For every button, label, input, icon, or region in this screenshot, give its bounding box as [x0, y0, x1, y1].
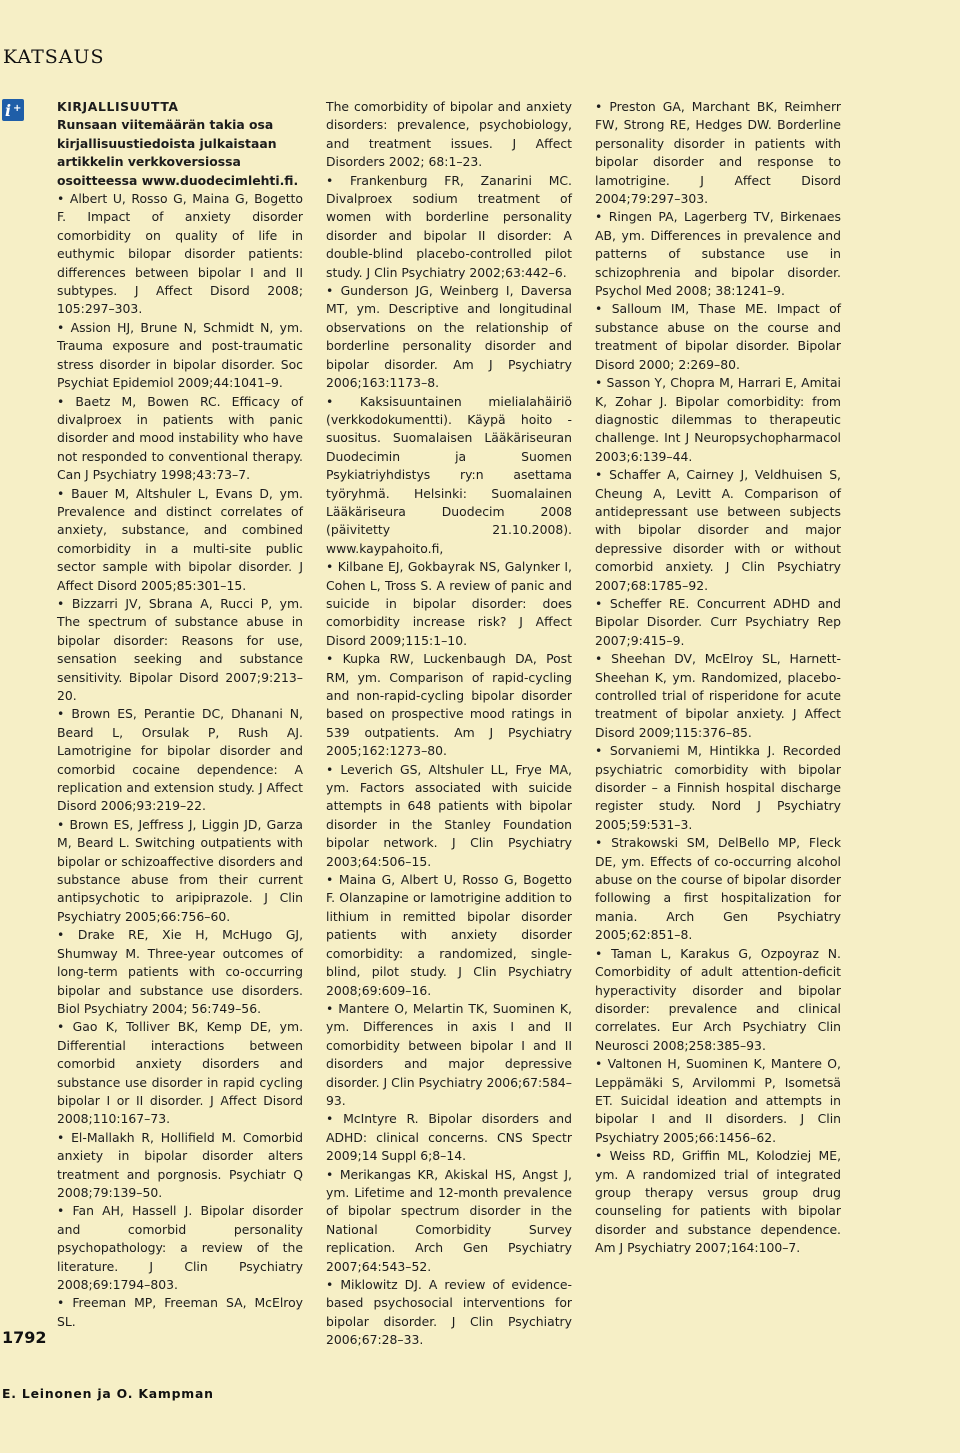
reference-list: [326, 98, 572, 1350]
reference-item: • Bauer M, Altshuler L, Evans D, ym. Prevalence and distinct correlates of anxiety, substance, and combined comorbidity in a multi-site public sector sample with bipolar disorder. J Affect Disord 2005;85:301–15.: [57, 485, 303, 595]
reference-item: • Ringen PA, Lagerberg TV, Birkenaes AB, ym. Differences in prevalence and patterns of substance use in schizophrenia and bipolar disorder. Psychol Med 2008; 38:1241–9.: [595, 208, 841, 300]
reference-item: • Kupka RW, Luckenbaugh DA, Post RM, ym. Comparison of rapid-cycling and non-rapid-cycling bipolar disorder based on prospective mood ratings in 539 outpatients. Am J Psychiatry 2005;162:1273–80.: [326, 650, 572, 760]
references-column-3: [595, 98, 841, 1258]
reference-item: • Baetz M, Bowen RC. Efficacy of divalproex in patients with panic disorder and mood instability who have not responded to conventional therapy. Can J Psychiatry 1998;43:73–7.: [57, 393, 303, 485]
reference-item: • Gunderson JG, Weinberg I, Daversa MT, ym. Descriptive and longitudinal observations on the relationship of borderline personality disorder and bipolar disorder. Am J Psychiatry 2006;163:1173–8.: [326, 282, 572, 392]
reference-item: • Assion HJ, Brune N, Schmidt N, ym. Trauma exposure and post-traumatic stress disorder in bipolar disorder. Soc Psychiat Epidemiol 2009;44:1041–9.: [57, 319, 303, 393]
bibliography-note: Runsaan viitemäärän takia osa kirjallisuustiedoista julkaistaan artikkelin verkkoversiossa osoitteessa www.duodecimlehti.fi.: [57, 117, 299, 188]
reference-item: • Miklowitz DJ. A review of evidence-based psychosocial interventions for bipolar disorder. J Clin Psychiatry 2006;67:28–33.: [326, 1276, 572, 1350]
reference-item: • Brown ES, Perantie DC, Dhanani N, Beard L, Orsulak P, Rush AJ. Lamotrigine for bipolar disorder and comorbid cocaine dependence: A replication and extension study. J Affect Disord 2006;93:219–22.: [57, 705, 303, 815]
reference-item: The comorbidity of bipolar and anxiety disorders: prevalence, psychobiology, and treatment issues. J Affect Disorders 2002; 68:1–23.: [326, 99, 572, 170]
reference-item: • Weiss RD, Griffin ML, Kolodziej ME, ym. A randomized trial of integrated group therapy versus group drug counseling for patients with bipolar disorder and substance dependence. Am J Psychiatry 2007;164:100–7.: [595, 1147, 841, 1257]
reference-item: • Sheehan DV, McElroy SL, Harnett-Sheehan K, ym. Randomized, placebo-controlled trial of risperidone for acute treatment of bipolar anxiety. J Affect Disord 2009;115:376–85.: [595, 650, 841, 742]
section-label: KATSAUS: [3, 46, 105, 68]
reference-item: • Schaffer A, Cairney J, Veldhuisen S, Cheung A, Levitt A. Comparison of antidepressant use between subjects with bipolar disorder and major depressive disorder with or without comorbid anxiety. J Clin Psychiatry 2007;68:1785–92.: [595, 466, 841, 595]
reference-item: • Scheffer RE. Concurrent ADHD and Bipolar Disorder. Curr Psychiatry Rep 2007;9:415–9.: [595, 595, 841, 650]
reference-item: • Leverich GS, Altshuler LL, Frye MA, ym. Factors associated with suicide attempts in 648 patients with bipolar disorder in the Stanley Foundation bipolar network. J Clin Psychiatry 2003;64:506–15.: [326, 761, 572, 871]
reference-item: • Fan AH, Hassell J. Bipolar disorder and comorbid personality psychopathology: a review of the literature. J Clin Psychiatry 2008;69:1794–803.: [57, 1202, 303, 1294]
reference-item: • Kaksisuuntainen mielialahäiriö (verkkodokumentti). Käypä hoito -suositus. Suomalaisen Lääkäriseuran Duodecimin ja Suomen Psykiatriyhdistys ry:n asettama työryhmä. Helsinki: Suomalainen Lääkäriseura Duodecim 2008 (päivitetty 21.10.2008). www.kaypahoito.fi,: [326, 393, 572, 559]
reference-item: • Brown ES, Jeffress J, Liggin JD, Garza M, Beard L. Switching outpatients with bipolar or schizoaffective disorders and substance abuse from their current antipsychotic to aripiprazole. J Clin Psychiatry 2005;66:756–60.: [57, 816, 303, 926]
reference-item: • Freeman MP, Freeman SA, McElroy SL.: [57, 1294, 303, 1331]
article-authors: E. Leinonen ja O. Kampman: [2, 1386, 214, 1401]
reference-item: • Salloum IM, Thase ME. Impact of substance abuse on the course and treatment of bipolar disorder. Bipolar Disord 2000; 2:269–80.: [595, 300, 841, 374]
reference-item: • Kilbane EJ, Gokbayrak NS, Galynker I, Cohen L, Tross S. A review of panic and suicide in bipolar disorder: does comorbidity increase risk? J Affect Disord 2009;115:1–10.: [326, 558, 572, 650]
reference-item: • Bizzarri JV, Sbrana A, Rucci P, ym. The spectrum of substance abuse in bipolar disorder: Reasons for use, sensation seeking and substance sensitivity. Bipolar Disord 2007;9:213–20.: [57, 595, 303, 705]
reference-item: • Merikangas KR, Akiskal HS, Angst J, ym. Lifetime and 12-month prevalence of bipolar spectrum disorder in the National Comorbidity Survey replication. Arch Gen Psychiatry 2007;64:543–52.: [326, 1166, 572, 1276]
reference-item: • Strakowski SM, DelBello MP, Fleck DE, ym. Effects of co-occurring alcohol abuse on the course of bipolar disorder following a first hospitalization for mania. Arch Gen Psychiatry 2005;62:851–8.: [595, 834, 841, 944]
reference-list: [595, 98, 841, 1258]
references-column-1: [57, 98, 303, 1331]
reference-item: • Gao K, Tolliver BK, Kemp DE, ym. Differential interactions between comorbid anxiety disorders and substance use disorder in rapid cycling bipolar I or II disorder. J Affect Disord 2008;110:167–73.: [57, 1018, 303, 1128]
reference-item: • Sasson Y, Chopra M, Harrari E, Amitai K, Zohar J. Bipolar comorbidity: from diagnostic dilemmas to therapeutic challenge. Int J Neuropsychopharmacol 2003;6:139–44.: [595, 374, 841, 466]
svg-text:i: i: [5, 101, 12, 120]
page-number: 1792: [2, 1328, 47, 1347]
reference-item: • McIntyre R. Bipolar disorders and ADHD: clinical concerns. CNS Spectr 2009;14 Suppl 6;8–14.: [326, 1110, 572, 1165]
reference-list: [57, 190, 303, 1331]
reference-item: • Mantere O, Melartin TK, Suominen K, ym. Differences in axis I and II comorbidity between bipolar I and II disorders and major depressive disorder. J Clin Psychiatry 2006;67:584–93.: [326, 1000, 572, 1110]
reference-item: • Albert U, Rosso G, Maina G, Bogetto F. Impact of anxiety disorder comorbidity on quality of life in euthymic bilopar disorder patients: differences between bipolar I and II subtypes. J Affect Disord 2008; 105:297–303.: [57, 190, 303, 319]
info-plus-icon: [2, 99, 24, 121]
reference-item: • Valtonen H, Suominen K, Mantere O, Leppämäki S, Arvilommi P, Isometsä ET. Suicidal ideation and attempts in bipolar I and II disorders. J Clin Psychiatry 2005;66:1456–62.: [595, 1055, 841, 1147]
bibliography-heading: KIRJALLISUUTTA: [57, 99, 179, 114]
reference-item: • Sorvaniemi M, Hintikka J. Recorded psychiatric comorbidity with bipolar disorder – a Finnish hospital discharge register study. Nord J Psychiatry 2005;59:531–3.: [595, 742, 841, 834]
svg-text:+: +: [13, 103, 22, 114]
reference-item: • El-Mallakh R, Hollifield M. Comorbid anxiety in bipolar disorder alters treatment and porgnosis. Psychiatr Q 2008;79:139–50.: [57, 1129, 303, 1203]
reference-item: • Preston GA, Marchant BK, Reimherr FW, Strong RE, Hedges DW. Borderline personality disorder in patients with bipolar disorder and response to lamotrigine. J Affect Disord 2004;79:297–303.: [595, 98, 841, 208]
reference-item: • Drake RE, Xie H, McHugo GJ, Shumway M. Three-year outcomes of long-term patients with co-occurring bipolar and substance use disorders. Biol Psychiatry 2004; 56:749–56.: [57, 926, 303, 1018]
reference-item: • Taman L, Karakus G, Ozpoyraz N. Comorbidity of adult attention-deficit hyperactivity disorder and bipolar disorder: prevalence and clinical correlates. Eur Arch Psychiatry Clin Neurosci 2008;258:385–93.: [595, 945, 841, 1055]
reference-item: • Frankenburg FR, Zanarini MC. Divalproex sodium treatment of women with borderline personality disorder and bipolar II disorder: A double-blind placebo-controlled pilot study. J Clin Psychiatry 2002;63:442–6.: [326, 172, 572, 282]
references-column-2: [326, 98, 572, 1350]
reference-item: • Maina G, Albert U, Rosso G, Bogetto F. Olanzapine or lamotrigine addition to lithium in remitted bipolar disorder patients with anxiety disorder comorbidity: a randomized, single-blind, pilot study. J Clin Psychiatry 2008;69:609–16.: [326, 871, 572, 1000]
